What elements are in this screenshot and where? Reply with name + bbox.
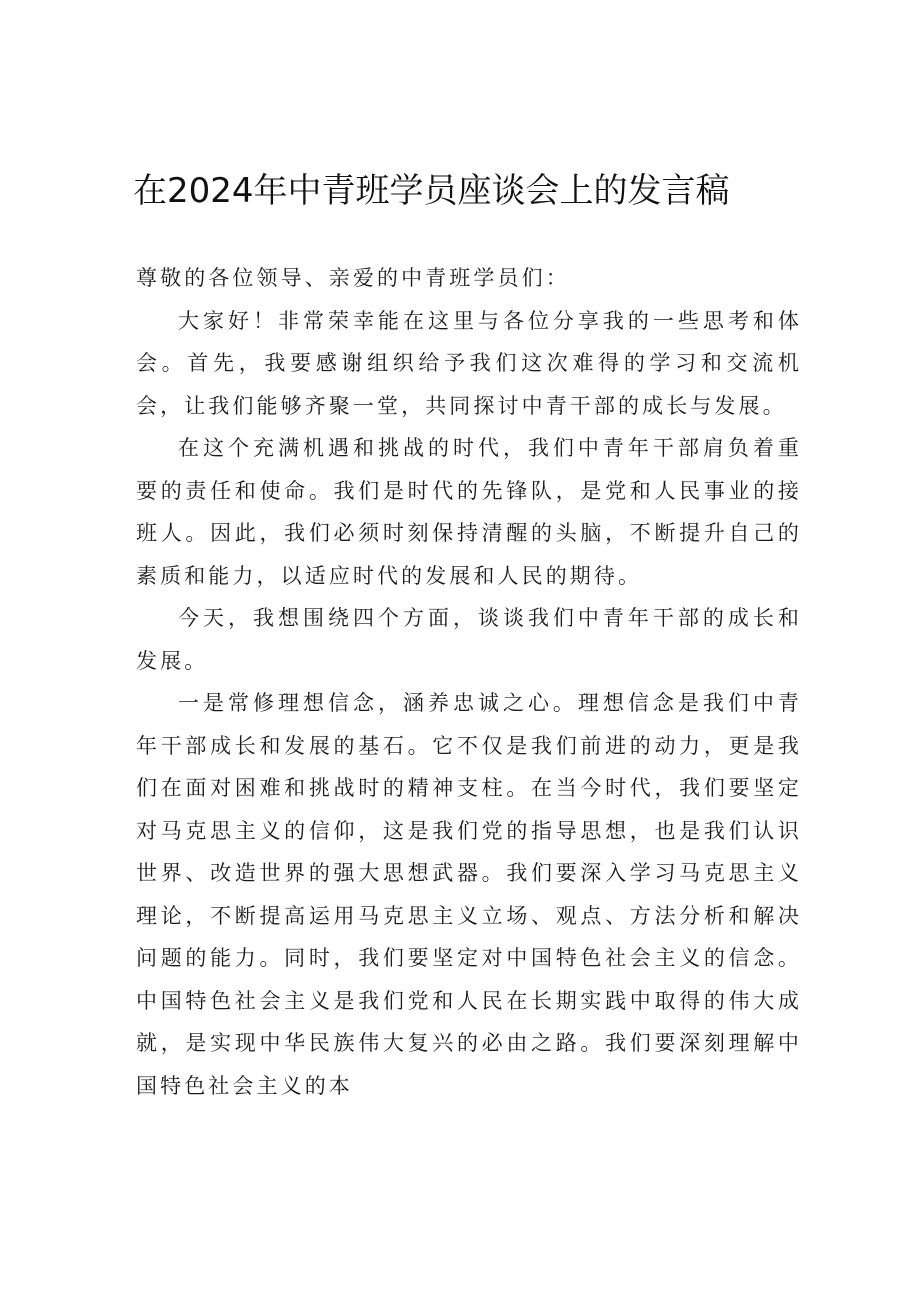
document-body [136, 257, 802, 1107]
document-title: 在2024年中青班学员座谈会上的发言稿 [133, 171, 730, 211]
salutation: 尊敬的各位领导、亲爱的中青班学员们： [136, 266, 570, 290]
paragraph-responsibility: 在这个充满机遇和挑战的时代，我们中青年干部肩负着重要的责任和使命。我们是时代的先锋队，是党和人民事业的接班人。因此，我们必须时刻保持清醒的头脑，不断提升自己的素质和能力，以适应时代的发展和人民的期待。 [136, 436, 802, 588]
paragraph-greeting: 大家好！非常荣幸能在这里与各位分享我的一些思考和体会。首先，我要感谢组织给予我们这次难得的学习和交流机会，让我们能够齐聚一堂，共同探讨中青干部的成长与发展。 [136, 308, 802, 418]
paragraph-topic-intro: 今天，我想围绕四个方面，谈谈我们中青年干部的成长和发展。 [136, 606, 802, 673]
paragraph-point-one: 一是常修理想信念，涵养忠诚之心。理想信念是我们中青年干部成长和发展的基石。它不仅是我们前进的动力，更是我们在面对困难和挑战时的精神支柱。在当今时代，我们要坚定对马克思主义的信仰，这是我们党的指导思想，也是我们认识世界、改造世界的强大思想武器。我们要深入学习马克思主义理论，不断提高运用马克思主义立场、观点、方法分析和解决问题的能力。同时，我们要坚定对中国特色社会主义的信念。中国特色社会主义是我们党和人民在长期实践中取得的伟大成就，是实现中华民族伟大复兴的必由之路。我们要深刻理解中国特色社会主义的本 [136, 691, 802, 1098]
